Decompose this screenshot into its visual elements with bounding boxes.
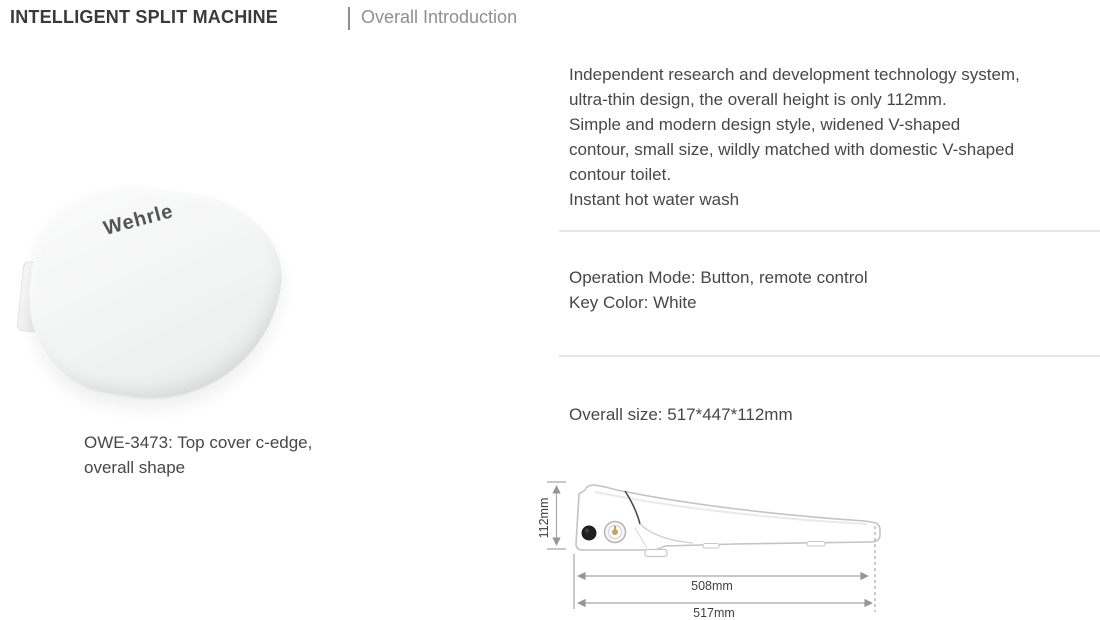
section-divider-1: [559, 230, 1100, 232]
power-port-highlight: [585, 528, 589, 532]
description-line-4: contour, small size, wildly matched with domestic V-shaped: [569, 140, 1015, 159]
description-line-3: Simple and modern design style, widened V-shaped: [569, 115, 961, 134]
brand-logo-text: Wehrle: [101, 200, 176, 240]
power-port-icon: [582, 526, 597, 541]
height-dim-label: 112mm: [537, 497, 551, 539]
inner-width-dim-label: 508mm: [691, 579, 733, 593]
section-divider-2: [559, 355, 1100, 357]
description-line-2: ultra-thin design, the overall height is only 112mm.: [569, 90, 947, 109]
page-title: INTELLIGENT SPLIT MACHINE: [10, 7, 278, 27]
caption-line-1: OWE-3473: Top cover c-edge,: [84, 433, 313, 452]
overall-size-line: Overall size: 517*447*112mm: [569, 405, 793, 424]
seat-foot-middle: [703, 544, 719, 549]
caption-line-2: overall shape: [84, 458, 186, 477]
outer-width-dim-label: 517mm: [693, 606, 735, 620]
description-line-1: Independent research and development technology system,: [569, 65, 1020, 84]
product-caption: [84, 430, 312, 480]
seat-foot-right: [807, 542, 825, 547]
control-knob-gold-slot: [614, 526, 616, 530]
operation-mode-line: Operation Mode: Button, remote control: [569, 268, 868, 287]
title-divider-bar: [348, 7, 350, 30]
seat-side-profile: [576, 485, 880, 557]
specs-block: [569, 265, 868, 315]
seat-foot-left: [645, 550, 667, 557]
description-line-5: contour toilet.: [569, 165, 672, 184]
description-line-6: Instant hot water wash: [569, 190, 740, 209]
dimension-diagram: [535, 462, 1100, 620]
key-color-line: Key Color: White: [569, 293, 697, 312]
control-knob-gold-center: [612, 529, 618, 535]
description-block: [569, 62, 1020, 212]
page-subtitle: Overall Introduction: [361, 7, 518, 27]
